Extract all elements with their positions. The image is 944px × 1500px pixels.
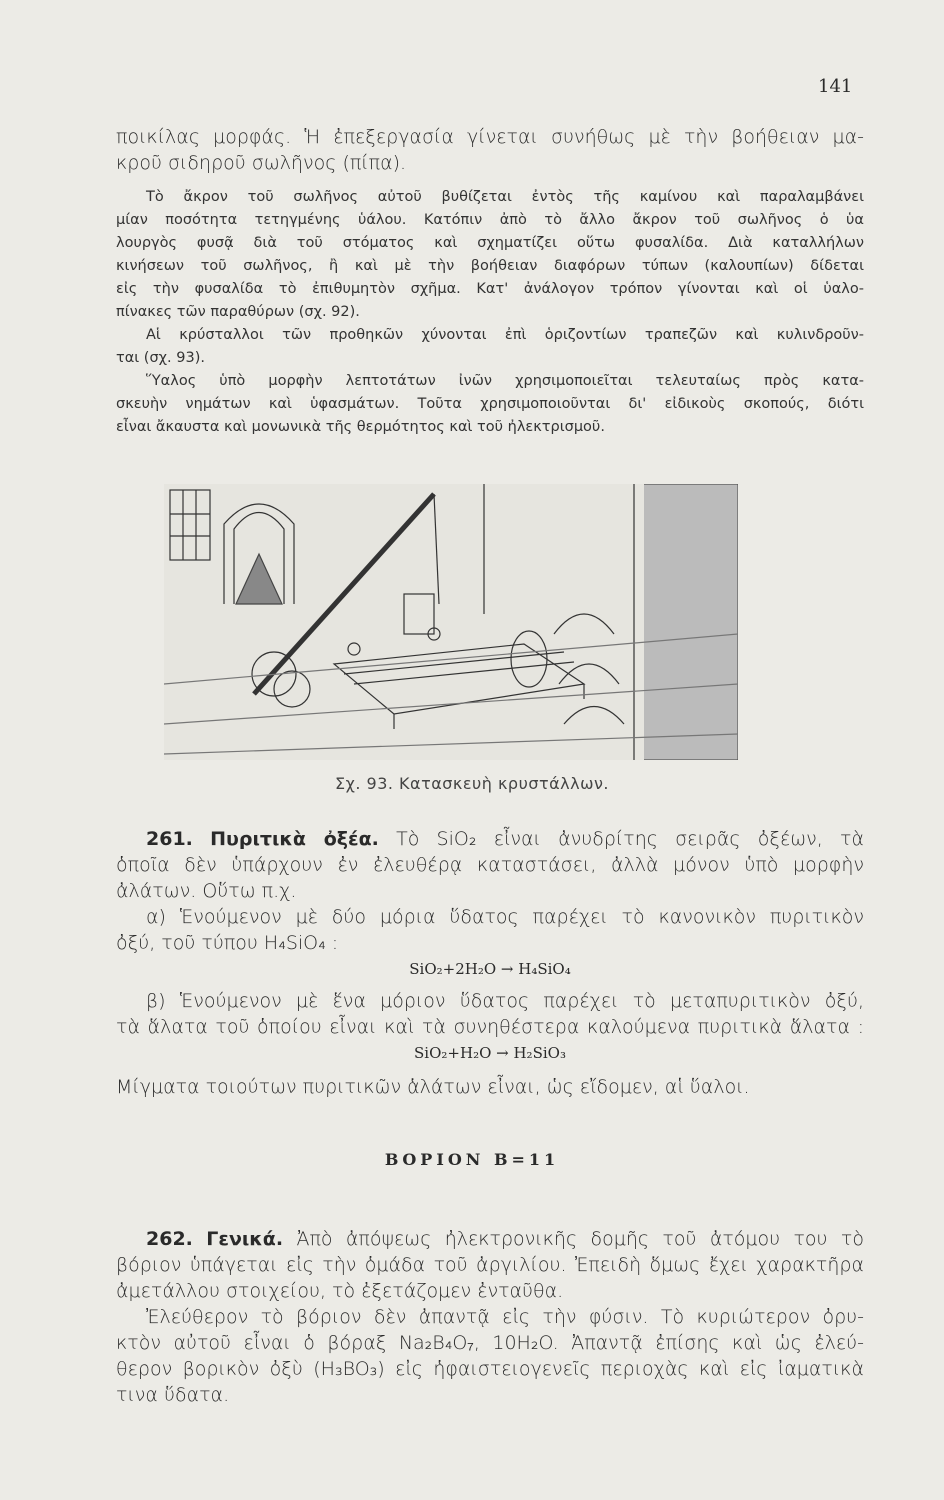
text-line: Τὸ ἄκρον τοῦ σωλῆνος αὐτοῦ βυθίζεται ἐντὸς τῆς καμίνου καὶ παραλαμβάνει bbox=[146, 189, 864, 205]
text-line: κροῦ σιδηροῦ σωλῆνος (πίπα). bbox=[116, 152, 407, 174]
paragraph-2 bbox=[116, 186, 864, 439]
chemical-equation: SiO₂+2H₂O → H₄SiO₄ bbox=[409, 960, 571, 978]
text-line: εἶναι ἄκαυστα καὶ μονωνικὰ τῆς θερμότητος καὶ τοῦ ἠλεκτρισμοῦ. bbox=[116, 419, 605, 435]
text-line: ποικίλας μορφάς. Ἡ ἐπεξεργασία γίνεται συνήθως μὲ τὴν βοήθειαν μα- bbox=[116, 126, 864, 148]
section-262 bbox=[116, 1226, 864, 1408]
figure-caption: Σχ. 93. Κατασκευὴ κρυστάλλων. bbox=[335, 774, 609, 793]
page-number: 141 bbox=[818, 76, 853, 97]
section-title: Γενικά. bbox=[206, 1228, 284, 1250]
text-line: ἀλάτων. Οὕτω π.χ. bbox=[116, 880, 297, 902]
text-line: θερον βορικὸν ὀξὺ (H₃BO₃) εἰς ἡφαιστειογενεῖς περιοχὰς καὶ εἰς ἰαματικὰ bbox=[116, 1358, 864, 1380]
text-line: Μίγματα τοιούτων πυριτικῶν ἁλάτων εἶναι, ὡς εἴδομεν, αἱ ὕαλοι. bbox=[116, 1076, 750, 1098]
text-line: Αἱ κρύσταλλοι τῶν προθηκῶν χύνονται ἐπὶ ὁριζοντίων τραπεζῶν καὶ κυλινδροῦν- bbox=[146, 327, 864, 343]
text-line: ἀμετάλλου στοιχείου, τὸ ἐξετάζομεν ἐνταῦθα. bbox=[116, 1280, 564, 1302]
section-number: 262. bbox=[146, 1228, 193, 1250]
text-line: λουργὸς φυσᾷ διὰ τοῦ στόματος καὶ σχηματίζει οὕτω φυσαλίδα. Διὰ καταλλήλων bbox=[116, 235, 864, 251]
section-title: Πυριτικὰ ὀξέα. bbox=[210, 828, 379, 850]
text-line: εἰς τὴν φυσαλίδα τὸ ἐπιθυμητὸν σχῆμα. Κατ' ἀνάλογον τρόπον γίνονται καὶ οἱ ὑαλο- bbox=[116, 281, 864, 297]
text-line: μίαν ποσότητα τετηγμένης ὑάλου. Κατόπιν ἀπὸ τὸ ἄλλο ἄκρον τοῦ σωλῆνος ὁ ὑα bbox=[116, 212, 864, 228]
section-heading: ΒΟΡΙΟΝ Β=11 bbox=[384, 1150, 560, 1169]
figure-crystal-manufacture-illustration bbox=[164, 484, 738, 760]
text-line bbox=[116, 826, 864, 852]
text-line: τὰ ἅλατα τοῦ ὁποίου εἶναι καὶ τὰ συνηθέστερα καλούμενα πυριτικὰ ἅλατα : bbox=[116, 1016, 864, 1038]
text-line: Ὕαλος ὑπὸ μορφὴν λεπτοτάτων ἰνῶν χρησιμοποιεῖται τελευταίως πρὸς κατα- bbox=[146, 373, 864, 389]
text-line: ὁποῖα δὲν ὑπάρχουν ἐν ἐλευθέρᾳ καταστάσει, ἀλλὰ μόνον ὑπὸ μορφὴν bbox=[116, 854, 864, 876]
text-line: ται (σχ. 93). bbox=[116, 350, 205, 366]
text-line bbox=[116, 1226, 864, 1252]
text-line: κτὸν αὐτοῦ εἶναι ὁ βόραξ Na₂B₄O₇, 10H₂O. Ἀπαντᾷ ἐπίσης καὶ ὡς ἐλεύ- bbox=[116, 1332, 864, 1354]
text-line: Ἐλεύθερον τὸ βόριον δὲν ἀπαντᾷ εἰς τὴν φύσιν. Τὸ κυριώτερον ὀρυ- bbox=[146, 1306, 864, 1328]
text: Ἀπὸ ἀπόψεως ἠλεκτρονικῆς δομῆς τοῦ ἀτόμου του τὸ bbox=[296, 1228, 864, 1250]
text-line: πίνακες τῶν παραθύρων (σχ. 92). bbox=[116, 304, 360, 320]
text-line: α) Ἑνούμενον μὲ δύο μόρια ὕδατος παρέχει τὸ κανονικὸν πυριτικὸν bbox=[146, 906, 864, 928]
text-line: β) Ἑνούμενον μὲ ἕνα μόριον ὕδατος παρέχει τὸ μεταπυριτικὸν ὀξύ, bbox=[146, 990, 864, 1012]
section-261 bbox=[116, 826, 864, 1100]
text-line: βόριον ὑπάγεται εἰς τὴν ὁμάδα τοῦ ἀργιλίου. Ἐπειδὴ ὅμως ἔχει χαρακτῆρα bbox=[116, 1254, 864, 1276]
text-line: κινήσεων τοῦ σωλῆνος, ἢ καὶ μὲ τὴν βοήθειαν διαφόρων τύπων (καλουπίων) δίδεται bbox=[116, 258, 864, 274]
text-line: σκευὴν νημάτων καὶ ὑφασμάτων. Τοῦτα χρησιμοποιοῦνται δι' εἰδικοὺς σκοπούς, διότι bbox=[116, 396, 864, 412]
text-line: ὀξύ, τοῦ τύπου H₄SiO₄ : bbox=[116, 932, 339, 954]
section-number: 261. bbox=[146, 828, 193, 850]
chemical-equation: SiO₂+H₂O → H₂SiO₃ bbox=[414, 1044, 566, 1062]
text: Τὸ SiO₂ εἶναι ἀνυδρίτης σειρᾶς ὀξέων, τὰ bbox=[396, 828, 865, 850]
paragraph-1 bbox=[116, 124, 864, 176]
text-line: τινα ὕδατα. bbox=[116, 1384, 230, 1406]
